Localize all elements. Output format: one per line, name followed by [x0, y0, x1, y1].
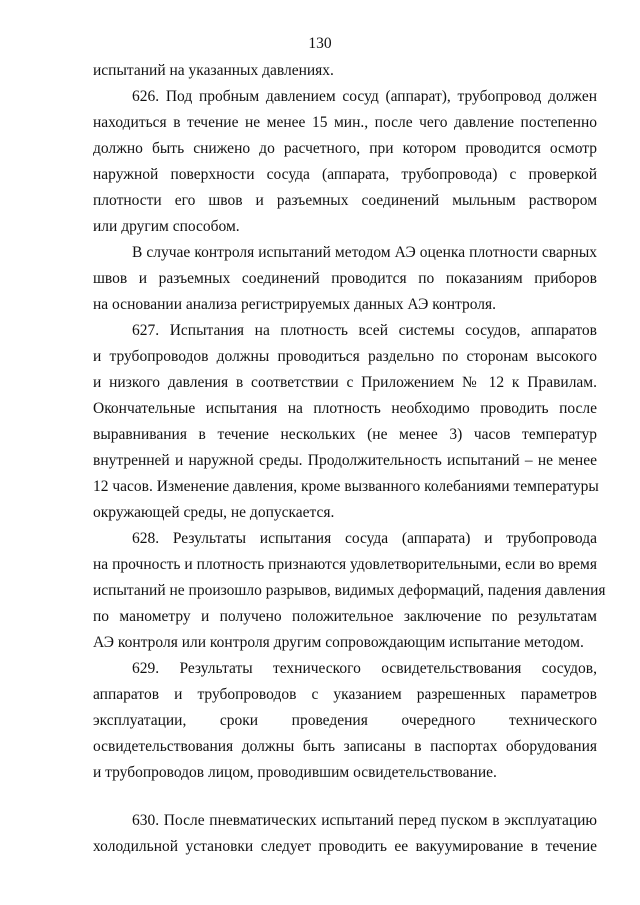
paragraph-line: холодильной установки следует проводить ее вакуумирование в течение [93, 838, 597, 855]
paragraph-line: 630. После пневматических испытаний перед пуском в эксплуатацию [132, 812, 597, 829]
paragraph-line: освидетельствования должны быть записаны в паспортах оборудования [93, 738, 597, 755]
paragraph-line: выравнивания в течение нескольких (не менее 3) часов температур [93, 426, 597, 443]
paragraph-line: 12 часов. Изменение давления, кроме вызванного колебаниями температуры [93, 478, 599, 495]
paragraph-line: эксплуатации, сроки проведения очередного технического [93, 712, 597, 729]
paragraph-line: швов и разъемных соединений проводится по показаниям приборов [93, 270, 597, 287]
paragraph-line: испытаний не произошло разрывов, видимых деформаций, падения давления [93, 582, 606, 599]
paragraph-line: Окончательные испытания на плотность необходимо проводить после [93, 400, 597, 417]
paragraph-line: находиться в течение не менее 15 мин., после чего давление постепенно [93, 114, 597, 131]
paragraph-line: внутренней и наружной среды. Продолжительность испытаний – не менее [93, 452, 597, 469]
paragraph-line: В случае контроля испытаний методом АЭ оценка плотности сварных [132, 244, 597, 261]
paragraph-line: должно быть снижено до расчетного, при котором проводится осмотр [93, 140, 597, 157]
paragraph-line: и трубопроводов должны проводиться раздельно по сторонам высокого [93, 348, 597, 365]
paragraph-line: испытаний на указанных давлениях. [93, 62, 334, 79]
paragraph-line: окружающей среды, не допускается. [93, 504, 335, 521]
paragraph-line: 626. Под пробным давлением сосуд (аппарат), трубопровод должен [132, 88, 597, 105]
paragraph-line: аппаратов и трубопроводов с указанием разрешенных параметров [93, 686, 597, 703]
paragraph-line: 629. Результаты технического освидетельствования сосудов, [132, 660, 597, 677]
paragraph-line: по манометру и получено положительное заключение по результатам [93, 608, 597, 625]
paragraph-line: на прочность и плотность признаются удовлетворительными, если во время [93, 556, 597, 573]
paragraph-line: и низкого давления в соответствии с Приложением № 12 к Правилам. [93, 374, 597, 391]
page-number: 130 [308, 35, 332, 52]
paragraph-line: плотности его швов и разъемных соединений мыльным раствором [93, 192, 597, 209]
paragraph-line: АЭ контроля или контроля другим сопровождающим испытание методом. [93, 634, 584, 651]
paragraph-line: 628. Результаты испытания сосуда (аппарата) и трубопровода [132, 530, 597, 547]
paragraph-line: 627. Испытания на плотность всей системы сосудов, аппаратов [132, 322, 597, 339]
paragraph-line: наружной поверхности сосуда (аппарата, трубопровода) с проверкой [93, 166, 597, 183]
paragraph-line: и трубопроводов лицом, проводившим освидетельствование. [93, 764, 497, 781]
paragraph-line: или другим способом. [93, 218, 240, 235]
paragraph-line: на основании анализа регистрируемых данных АЭ контроля. [93, 296, 497, 313]
